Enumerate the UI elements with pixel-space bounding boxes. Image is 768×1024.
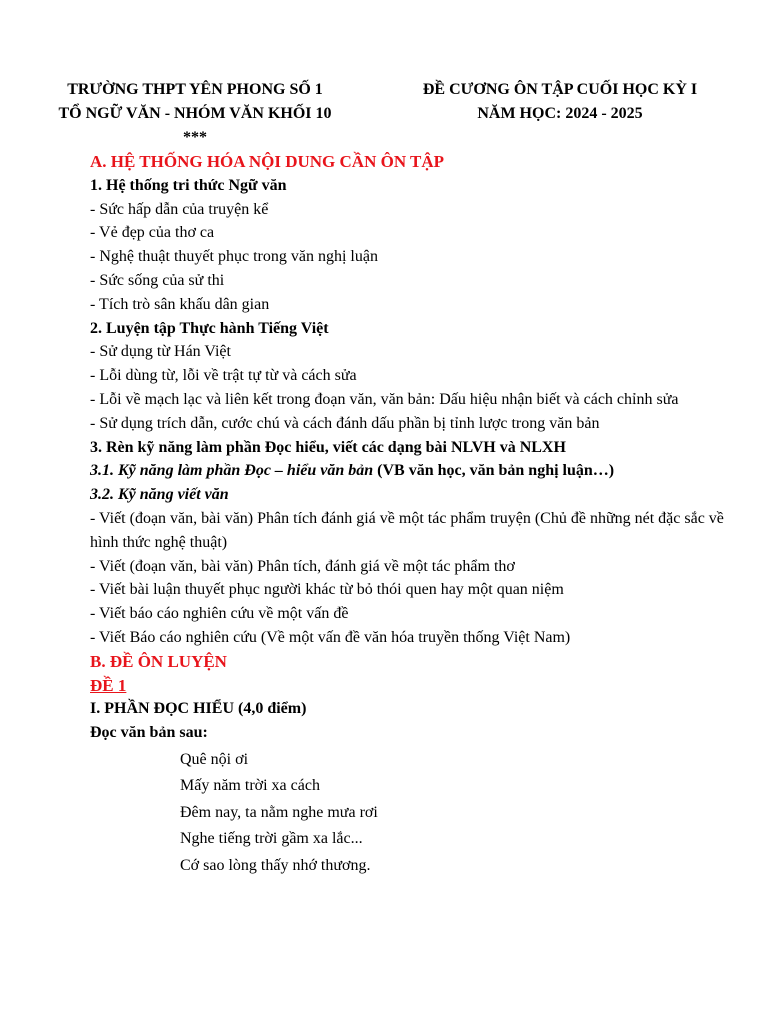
reading-instruction: Đọc văn bản sau: [90,724,208,742]
list-item: - Lỗi về mạch lạc và liên kết trong đoạn văn, văn bản: Dấu hiệu nhận biết và cách chỉnh sửa [90,390,679,408]
section-b-title: B. ĐỀ ÔN LUYỆN [90,651,227,671]
part2-heading: 2. Luyện tập Thực hành Tiếng Việt [90,319,329,337]
list-item: - Sử dụng trích dẫn, cước chú và cách đánh dấu phần bị tỉnh lược trong văn bản [90,414,600,432]
header-stars: *** [183,129,207,146]
list-item: - Nghệ thuật thuyết phục trong văn nghị luận [90,248,378,266]
part1-heading: 1. Hệ thống tri thức Ngữ văn [90,176,287,194]
poem-line: Mấy năm trời xa cách [180,777,320,795]
header-left [30,78,360,150]
reading-part-title: I. PHẦN ĐỌC HIỂU (4,0 điểm) [90,700,307,718]
poem-line: Đêm nay, ta nằm nghe mưa rơi [180,803,378,821]
exam-title: ĐỀ 1 [90,675,127,695]
list-item: - Viết (đoạn văn, bài văn) Phân tích, đánh giá về một tác phẩm thơ [90,557,515,575]
section-a-title: A. HỆ THỐNG HÓA NỘI DUNG CẦN ÔN TẬP [90,152,445,171]
part3-heading: 3. Rèn kỹ năng làm phần Đọc hiểu, viết các dạng bài NLVH và NLXH [90,438,566,456]
list-item: - Sức hấp dẫn của truyện kể [90,200,269,218]
department-name: TỔ NGỮ VĂN - NHÓM VĂN KHỐI 10 [58,105,332,122]
list-item: - Viết báo cáo nghiên cứu về một vấn đề [90,605,349,623]
list-item: - Viết (đoạn văn, bài văn) Phân tích đánh giá về một tác phẩm truyện (Chủ đề những nét đặc sắc về hình thức nghệ thuật) [90,509,724,551]
document-title: ĐỀ CƯƠNG ÔN TẬP CUỐI HỌC KỲ I [422,81,698,98]
list-item: - Tích trò sân khấu dân gian [90,295,270,313]
subheading-3-1-italic: 3.1. Kỹ năng làm phần Đọc – hiểu văn bản [90,462,374,480]
subheading-3-1 [90,459,730,483]
poem-line: Quê nội ơi [180,750,249,768]
poem-line: Cớ sao lòng thấy nhớ thương. [180,856,371,874]
list-item: - Sức sống của sử thi [90,271,225,289]
subheading-3-2: 3.2. Kỹ năng viết văn [90,486,229,504]
document-body [90,150,730,879]
school-year: NĂM HỌC: 2024 - 2025 [477,105,643,122]
poem-line: Nghe tiếng trời gầm xa lắc... [180,830,363,848]
list-item: - Viết Báo cáo nghiên cứu (Về một vấn đề văn hóa truyền thống Việt Nam) [90,628,571,646]
header-right [390,78,730,126]
list-item: - Sử dụng từ Hán Việt [90,343,231,361]
list-item: - Viết bài luận thuyết phục người khác từ bỏ thói quen hay một quan niệm [90,581,564,599]
list-item: - Vẻ đẹp của thơ ca [90,224,215,242]
list-item: - Lỗi dùng từ, lỗi về trật tự từ và cách sửa [90,367,357,385]
subheading-3-1-rest: (VB văn học, văn bản nghị luận…) [373,462,615,480]
school-name: TRƯỜNG THPT YÊN PHONG SỐ 1 [67,81,323,98]
